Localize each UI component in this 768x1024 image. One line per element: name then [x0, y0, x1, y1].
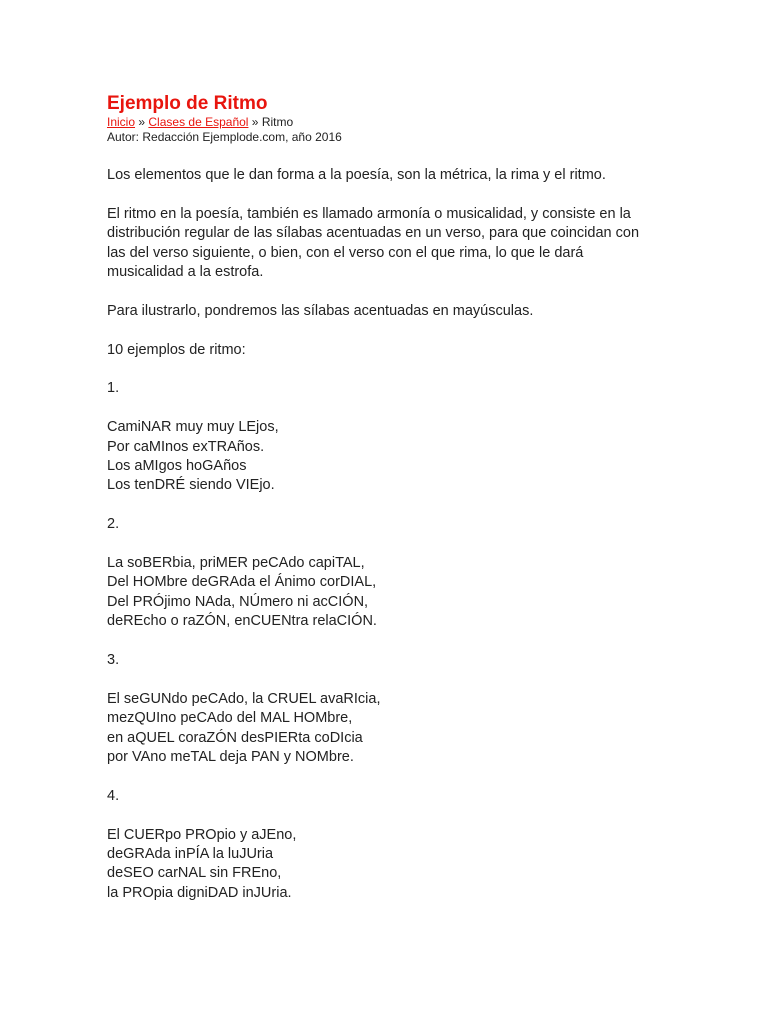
author-line: Autor: Redacción Ejemplode.com, año 2016	[107, 130, 342, 144]
poem-line: La soBERbia, priMER peCAdo capiTAL,	[107, 555, 365, 572]
poem-line: por VAno meTAL deja PAN y NOMbre.	[107, 749, 354, 766]
article-body	[107, 166, 647, 903]
breadcrumb-separator: »	[138, 115, 146, 129]
breadcrumb	[107, 115, 647, 130]
poem-line: El CUERpo PROpio y aJEno,	[107, 826, 297, 843]
poem-line: Los aMIgos hoGAños	[107, 458, 247, 475]
poem-line: Por caMInos exTRAños.	[107, 438, 265, 455]
poem-line: deSEO carNAL sin FREno,	[107, 865, 282, 882]
poem-line: la PROpia digniDAD inJUria.	[107, 884, 292, 901]
poem-line: Del PRÓjimo NAda, NÚmero ni acCIÓN,	[107, 593, 369, 610]
poem-stanza	[107, 690, 647, 768]
poem-line: Del HOMbre deGRAda el Ánimo corDIAL,	[107, 574, 377, 591]
example-number: 1.	[107, 380, 120, 397]
poem-line: Los tenDRÉ siendo VIEjo.	[107, 477, 275, 494]
poem-stanza	[107, 418, 647, 496]
poem-stanza	[107, 826, 647, 904]
paragraph: Los elementos que le dan forma a la poesía, son la métrica, la rima y el ritmo.	[107, 167, 606, 183]
poem-line: deREcho o raZÓN, enCUENtra relaCIÓN.	[107, 613, 377, 630]
poem-line: CamiNAR muy muy LEjos,	[107, 419, 279, 436]
poem-line: El seGUNdo peCAdo, la CRUEL avaRIcia,	[107, 690, 381, 707]
poem-line: deGRAda inPÍA la luJUria	[107, 846, 274, 863]
example-number: 2.	[107, 516, 120, 533]
breadcrumb-current: Ritmo	[261, 115, 294, 129]
paragraph: Para ilustrarlo, pondremos las sílabas acentuadas en mayúsculas.	[107, 302, 534, 319]
document-page	[107, 93, 647, 923]
breadcrumb-category-link[interactable]: Clases de Español	[148, 115, 249, 129]
paragraph: El ritmo en la poesía, también es llamado armonía o musicalidad, y consiste en la distribución regular de las sílabas acentuadas en un verso, para que coincidan con las del verso siguiente, o bien, con el verso con el que rima, lo que le dará musicalidad a la estrofa.	[107, 205, 640, 281]
breadcrumb-home-link[interactable]: Inicio	[107, 115, 136, 129]
example-number: 3.	[107, 652, 120, 669]
example-number: 4.	[107, 787, 120, 804]
poem-line: en aQUEL coraZÓN desPIERta coDIcia	[107, 729, 363, 746]
breadcrumb-separator: »	[251, 115, 259, 129]
poem-line: mezQUIno peCAdo del MAL HOMbre,	[107, 710, 353, 727]
poem-stanza	[107, 554, 647, 632]
page-title: Ejemplo de Ritmo	[107, 93, 268, 114]
examples-heading: 10 ejemplos de ritmo:	[107, 341, 246, 358]
